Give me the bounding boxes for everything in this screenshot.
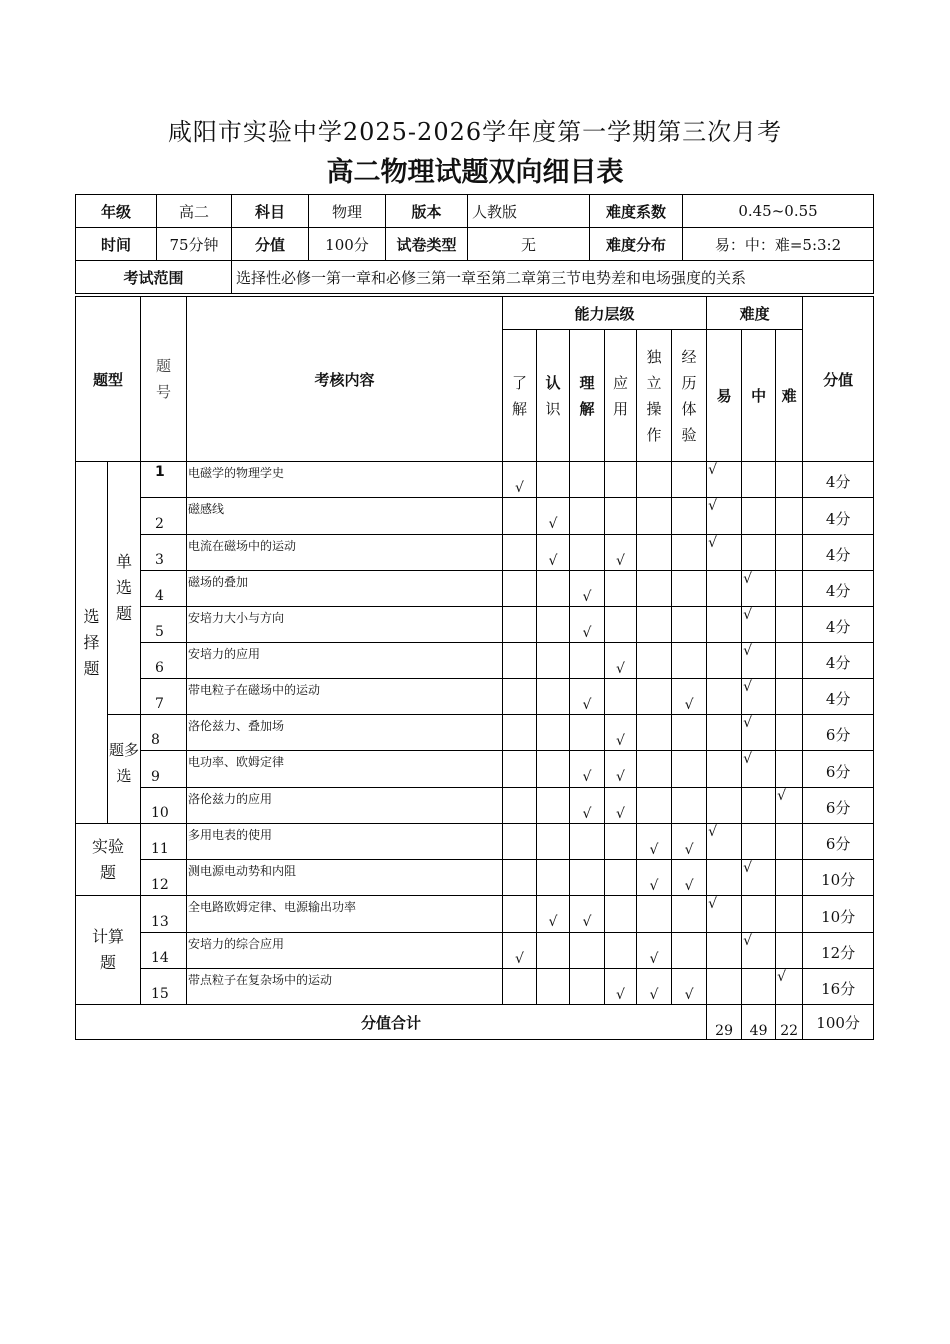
check-mark: √ <box>637 824 672 860</box>
subject-value: 物理 <box>309 195 386 228</box>
question-content: 电流在磁场中的运动 <box>187 535 503 571</box>
question-score: 16分 <box>803 969 874 1005</box>
question-score: 6分 <box>803 751 874 788</box>
difficulty-mid: 中 <box>742 330 776 462</box>
check-mark: √ <box>605 715 637 751</box>
question-content: 安培力的应用 <box>187 643 503 679</box>
table-title: 高二物理试题双向细目表 <box>326 157 624 188</box>
check-mark: √ <box>742 751 776 788</box>
check-mark: √ <box>637 860 672 896</box>
check-mark: √ <box>605 535 637 571</box>
check-mark: √ <box>503 933 537 969</box>
edition-label: 版本 <box>386 195 468 228</box>
check-mark: √ <box>742 607 776 643</box>
grade-value: 高二 <box>157 195 232 228</box>
total-label: 分值合计 <box>76 1005 707 1040</box>
ability-apply: 应 用 <box>605 330 637 462</box>
difficulty-coef-label: 难度系数 <box>590 195 683 228</box>
question-number: 10 <box>141 788 187 824</box>
question-score: 4分 <box>803 679 874 715</box>
ability-operate: 独 立 操 作 <box>637 330 672 462</box>
check-mark: √ <box>776 788 803 824</box>
difficulty-dist-label: 难度分布 <box>590 228 683 261</box>
question-number: 2 <box>141 498 187 535</box>
question-number: 11 <box>141 824 187 860</box>
paper-type-label: 试卷类型 <box>386 228 468 261</box>
group-experiment: 实验 题 <box>76 824 141 896</box>
question-score: 4分 <box>803 535 874 571</box>
difficulty-dist-value: 易：中：难=5:3:2 <box>683 228 874 261</box>
total-easy: 29 <box>707 1005 742 1040</box>
check-mark: √ <box>570 607 605 643</box>
group-calculation: 计算 题 <box>76 896 141 1005</box>
question-score: 6分 <box>803 824 874 860</box>
question-number: 15 <box>141 969 187 1005</box>
question-content: 安培力的综合应用 <box>187 933 503 969</box>
question-number: 12 <box>141 860 187 896</box>
question-score: 4分 <box>803 571 874 607</box>
check-mark: √ <box>742 715 776 751</box>
question-score: 4分 <box>803 607 874 643</box>
group-multi: 题多 选 <box>108 715 141 824</box>
edition-value: 人教版 <box>468 195 590 228</box>
group-single: 单 选 题 <box>108 462 141 715</box>
check-mark: √ <box>707 535 742 571</box>
question-score: 10分 <box>803 860 874 896</box>
header-content: 考核内容 <box>187 297 503 462</box>
check-mark: √ <box>537 535 570 571</box>
total-score: 100分 <box>803 1005 874 1040</box>
question-number: 1 <box>141 462 187 498</box>
check-mark: √ <box>742 933 776 969</box>
question-score: 6分 <box>803 715 874 751</box>
check-mark: √ <box>672 969 707 1005</box>
check-mark: √ <box>707 824 742 860</box>
check-mark: √ <box>776 969 803 1005</box>
check-mark: √ <box>605 751 637 788</box>
difficulty-coef-value: 0.45~0.55 <box>683 195 874 228</box>
ability-recognize: 认 识 <box>537 330 570 462</box>
question-content: 多用电表的使用 <box>187 824 503 860</box>
ability-comprehend: 理 解 <box>570 330 605 462</box>
info-table <box>75 194 874 294</box>
score-value: 100分 <box>309 228 386 261</box>
question-number: 9 <box>141 751 187 788</box>
question-score: 4分 <box>803 498 874 535</box>
question-score: 4分 <box>803 643 874 679</box>
check-mark: √ <box>672 860 707 896</box>
question-content: 洛伦兹力的应用 <box>187 788 503 824</box>
question-content: 带电粒子在磁场中的运动 <box>187 679 503 715</box>
check-mark: √ <box>707 462 742 498</box>
total-hard: 22 <box>776 1005 803 1040</box>
paper-type-value: 无 <box>468 228 590 261</box>
check-mark: √ <box>637 933 672 969</box>
question-content: 磁感线 <box>187 498 503 535</box>
check-mark: √ <box>605 788 637 824</box>
question-content: 全电路欧姆定律、电源输出功率 <box>187 896 503 933</box>
header-score: 分值 <box>803 297 874 462</box>
question-content: 安培力大小与方向 <box>187 607 503 643</box>
check-mark: √ <box>570 571 605 607</box>
check-mark: √ <box>537 896 570 933</box>
question-number: 5 <box>141 607 187 643</box>
check-mark: √ <box>672 679 707 715</box>
check-mark: √ <box>570 788 605 824</box>
score-label: 分值 <box>232 228 309 261</box>
check-mark: √ <box>605 643 637 679</box>
check-mark: √ <box>570 896 605 933</box>
check-mark: √ <box>742 679 776 715</box>
check-mark: √ <box>537 498 570 535</box>
question-score: 6分 <box>803 788 874 824</box>
total-mid: 49 <box>742 1005 776 1040</box>
question-score: 4分 <box>803 462 874 498</box>
subject-label: 科目 <box>232 195 309 228</box>
question-number: 4 <box>141 571 187 607</box>
check-mark: √ <box>707 498 742 535</box>
question-score: 12分 <box>803 933 874 969</box>
scope-value: 选择性必修一第一章和必修三第一章至第二章第三节电势差和电场强度的关系 <box>232 261 874 294</box>
difficulty-hard: 难 <box>776 330 803 462</box>
question-number: 14 <box>141 933 187 969</box>
question-number: 7 <box>141 679 187 715</box>
question-number: 13 <box>141 896 187 933</box>
question-content: 洛伦兹力、叠加场 <box>187 715 503 751</box>
question-content: 带点粒子在复杂场中的运动 <box>187 969 503 1005</box>
ability-experience: 经 历 体 验 <box>672 330 707 462</box>
check-mark: √ <box>503 462 537 498</box>
check-mark: √ <box>605 969 637 1005</box>
question-content: 电功率、欧姆定律 <box>187 751 503 788</box>
check-mark: √ <box>742 643 776 679</box>
detail-table <box>75 296 874 1040</box>
question-content: 测电源电动势和内阻 <box>187 860 503 896</box>
check-mark: √ <box>742 860 776 896</box>
header-num: 题 号 <box>141 297 187 462</box>
check-mark: √ <box>570 751 605 788</box>
question-content: 电磁学的物理学史 <box>187 462 503 498</box>
ability-understand: 了 解 <box>503 330 537 462</box>
check-mark: √ <box>672 824 707 860</box>
header-ability: 能力层级 <box>503 297 707 330</box>
question-number: 3 <box>141 535 187 571</box>
time-label: 时间 <box>76 228 157 261</box>
group-choice: 选 择 题 <box>76 462 108 824</box>
check-mark: √ <box>637 969 672 1005</box>
question-number: 6 <box>141 643 187 679</box>
time-value: 75分钟 <box>157 228 232 261</box>
question-number: 8 <box>141 715 187 751</box>
grade-label: 年级 <box>76 195 157 228</box>
header-difficulty: 难度 <box>707 297 803 330</box>
header-type: 题型 <box>76 297 141 462</box>
check-mark: √ <box>570 679 605 715</box>
exam-title: 咸阳市实验中学2025-2026学年度第一学期第三次月考 <box>167 118 783 146</box>
question-score: 10分 <box>803 896 874 933</box>
scope-label: 考试范围 <box>76 261 232 294</box>
check-mark: √ <box>742 571 776 607</box>
difficulty-easy: 易 <box>707 330 742 462</box>
check-mark: √ <box>707 896 742 933</box>
question-content: 磁场的叠加 <box>187 571 503 607</box>
